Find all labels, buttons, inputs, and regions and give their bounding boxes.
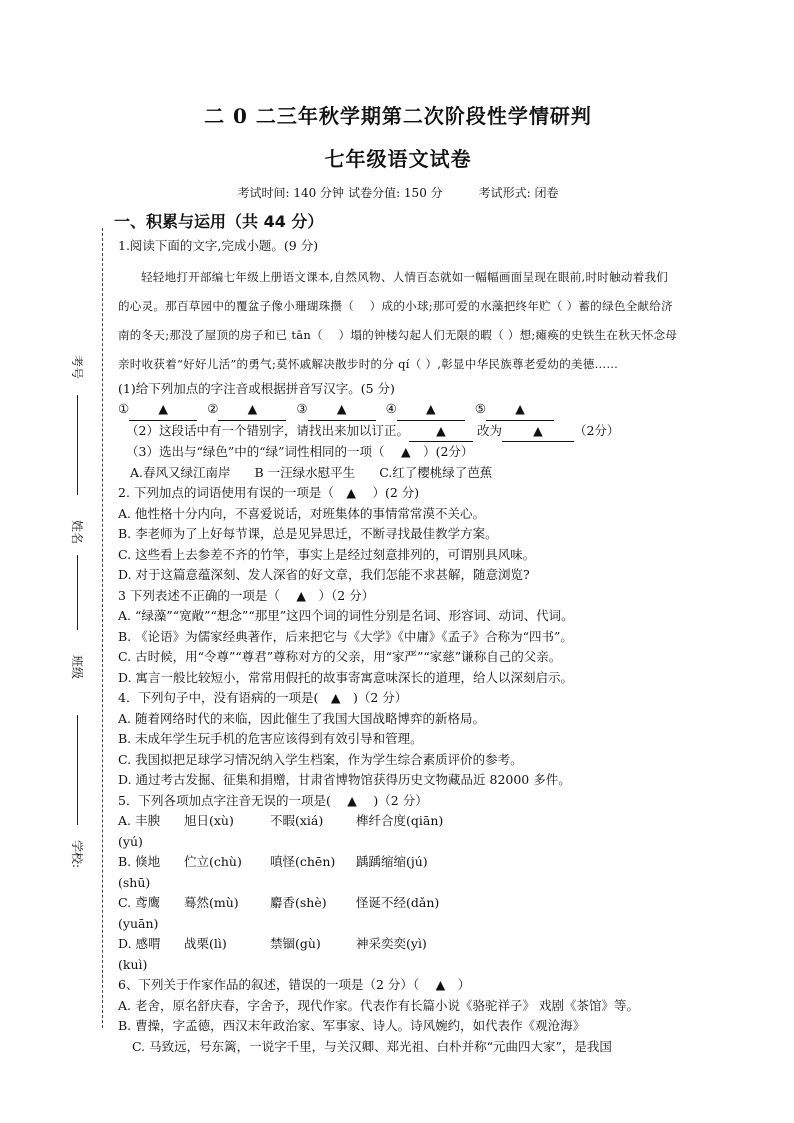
- option-cell: 不暇(xiá): [270, 813, 324, 828]
- full-score: 试卷分值: 150 分: [348, 186, 443, 200]
- q1-part3: （3）选出与“绿色”中的“绿”词性相同的一项（ ▲ ）(2分）: [126, 444, 474, 459]
- option[interactable]: A.春风又绿江南岸: [130, 464, 231, 480]
- exam-meta: [118, 184, 678, 201]
- answer-blank[interactable]: ▲: [308, 399, 376, 421]
- option[interactable]: B. 未成年学生玩手机的危害应该得到有效引导和管理。: [118, 731, 423, 746]
- option[interactable]: C. 这些看上去参差不齐的竹竿，事实上是经过刻意排列的，可谓别具风味。: [118, 546, 536, 562]
- blank-num: ②: [207, 401, 219, 416]
- binding-strip: [0, 0, 110, 1123]
- q1-part1: (1)给下列加点的字注音或根据拼音写汉字。(5 分): [118, 380, 395, 396]
- name-blank[interactable]: [77, 555, 78, 630]
- school-label: 学校:: [70, 840, 84, 869]
- cut-line: [102, 228, 103, 1028]
- answer-blank[interactable]: ▲: [409, 421, 473, 443]
- q3-stem: 3 下列表述不正确的一项是（ ▲ ）（2 分）: [118, 587, 375, 603]
- option[interactable]: A. “绿藻”“宽敞”“想念”“那里”这四个词的词性分别是名词、形容词、动词、代词。: [118, 608, 574, 623]
- name-label: 姓名: [70, 520, 84, 545]
- option-cell: 榫纤合度(qiān): [356, 813, 444, 828]
- option-cell: 嗔怪(chēn): [270, 854, 336, 869]
- q1-part2-score: （2分）: [573, 422, 620, 438]
- exam-title: 二 0 二三年秋学期第二次阶段性学情研判: [204, 104, 592, 128]
- option[interactable]: A. 随着网络时代的来临，因此催生了我国大国战略博弈的新格局。: [118, 710, 485, 726]
- option[interactable]: C. 马致远，号东篱，一说字千里，与关汉卿、郑光祖、白朴并称“元曲四大家”，是我国: [132, 1038, 612, 1054]
- option-cell: B. 倏地(shū): [118, 854, 161, 890]
- blank-num: ③: [296, 401, 308, 416]
- option-cell: 怪诞不经(dǎn): [356, 895, 440, 910]
- answer-blank[interactable]: ▲: [486, 399, 554, 421]
- answer-blank[interactable]: ▲: [502, 421, 574, 443]
- option-cell: 旭日(xù): [184, 813, 234, 828]
- option[interactable]: A. 他性格十分内向，不喜爱说话，对班集体的事情常常漠不关心。: [118, 505, 485, 521]
- exam-time: 考试时间: 140 分钟: [237, 186, 345, 200]
- exam-page: [114, 100, 678, 1057]
- q5-option-c[interactable]: [118, 893, 678, 934]
- option[interactable]: D. 对于这篇意蕴深刻、发人深省的好文章，我们怎能不求甚解，随意浏览?: [118, 567, 530, 582]
- q1-passage: 轻轻地打开部编七年级上册语文课本,自然风物、人情百态就如一幅幅画面呈现在眼前,时时触动着我们的心灵。那百草园中的覆盆子像小珊瑚珠攒（ ）成的小球;那可爱的水藻把终年贮（ ）蓄的绿色全献给济南的冬天;那没了屋顶的房子和已 tān（ ）塌的钟楼勾起人们无限的暇（ ）想;瘫痪的史铁生在秋天怀念母亲时收获着“好好儿活”的勇气;莫怀戚解决散步时的分 qí（ ）,彰显中华民族尊老爱幼的美德……: [118, 269, 678, 371]
- option-cell: 蓦然(mù): [184, 895, 239, 910]
- q1-answer-blanks: [118, 399, 678, 421]
- option[interactable]: D. 通过考古发掘、征集和捐赠，甘肃省博物馆获得历史文物藏品近 82000 多件。: [118, 772, 571, 787]
- q5-stem: 5．下列各项加点字注音无误的一项是( ▲ )（2 分）: [118, 792, 428, 808]
- option[interactable]: B. 《论语》为儒家经典著作，后来把它与《大学》《中庸》《孟子》合称为“四书”。: [118, 628, 573, 644]
- answer-blank[interactable]: ▲: [397, 399, 465, 421]
- option-cell: D. 感喟(kuì): [118, 936, 161, 972]
- answer-blank[interactable]: ▲: [129, 399, 197, 421]
- option[interactable]: C. 我国拟把足球学习情况纳入学生档案，作为学生综合素质评价的参考。: [118, 751, 523, 767]
- q6-stem: 6、下列关于作家作品的叙述，错误的一项是（2 分）（ ▲ ）: [118, 977, 471, 992]
- option-cell: A. 丰腴(yú): [118, 813, 160, 849]
- option[interactable]: B 一汪绿水慰平生: [254, 464, 356, 480]
- q5-option-b[interactable]: [118, 852, 678, 893]
- blank-num: ①: [118, 401, 130, 416]
- exam-form: 考试形式: 闭卷: [478, 186, 559, 200]
- q1-options: [118, 463, 678, 484]
- q5-option-d[interactable]: [118, 934, 678, 975]
- q1-stem: 1.阅读下面的文字,完成小题。(9 分): [118, 238, 319, 253]
- class-label: 班级: [70, 655, 84, 680]
- blank-num: ④: [385, 401, 397, 416]
- option[interactable]: C. 古时候，用“令尊”“尊君”尊称对方的父亲，用“家严”“家慈”谦称自己的父亲。: [118, 649, 562, 664]
- option[interactable]: C.红了樱桃绿了芭蕉: [379, 464, 493, 480]
- blank-num: ⑤: [474, 401, 487, 416]
- answer-blank[interactable]: ▲: [218, 399, 286, 421]
- q1-part2-text: （2）这段话中有一个错别字，请找出来加以订正。: [126, 422, 409, 438]
- q1-part2: [118, 421, 678, 443]
- option-cell: 禁锢(gù): [270, 936, 321, 951]
- exam-subtitle: 七年级语文试卷: [324, 147, 472, 171]
- option[interactable]: B. 李老师为了上好每节课，总是见异思迁，不断寻找最佳教学方案。: [118, 526, 498, 541]
- q2-stem: 2. 下列加点的词语使用有误的一项是（ ▲ ）(2 分): [118, 485, 420, 500]
- class-blank[interactable]: [77, 715, 78, 825]
- exam-number-label: 考号: [70, 355, 84, 380]
- option-cell: 踽踽缩缩(jú): [356, 854, 428, 869]
- exam-number-blank[interactable]: [77, 395, 78, 495]
- option-cell: 神采奕奕(yì): [356, 936, 427, 951]
- option-cell: 伫立(chù): [184, 854, 242, 869]
- option-cell: C. 鸢鹰(yuān): [118, 895, 161, 931]
- q5-option-a[interactable]: [118, 811, 678, 852]
- q4-stem: 4．下列句子中，没有语病的一项是( ▲ )（2 分）: [118, 690, 408, 705]
- section-heading: 一、积累与运用（共 44 分）: [114, 212, 324, 231]
- option[interactable]: D. 寓言一般比较短小，常常用假托的故事寄寓意味深长的道理，给人以深刻启示。: [118, 669, 574, 685]
- q1-part2-change: 改为: [476, 422, 502, 438]
- option-cell: 麝香(shè): [270, 895, 327, 910]
- option-cell: 战栗(lì): [184, 936, 227, 951]
- option[interactable]: A. 老舍，原名舒庆春，字舍予，现代作家。代表作有长篇小说《骆驼祥子》 戏剧《茶馆》等。: [118, 997, 639, 1013]
- option[interactable]: B. 曹操，字孟德，西汉末年政治家、军事家、诗人。诗风婉约，如代表作《观沧海》: [118, 1018, 586, 1033]
